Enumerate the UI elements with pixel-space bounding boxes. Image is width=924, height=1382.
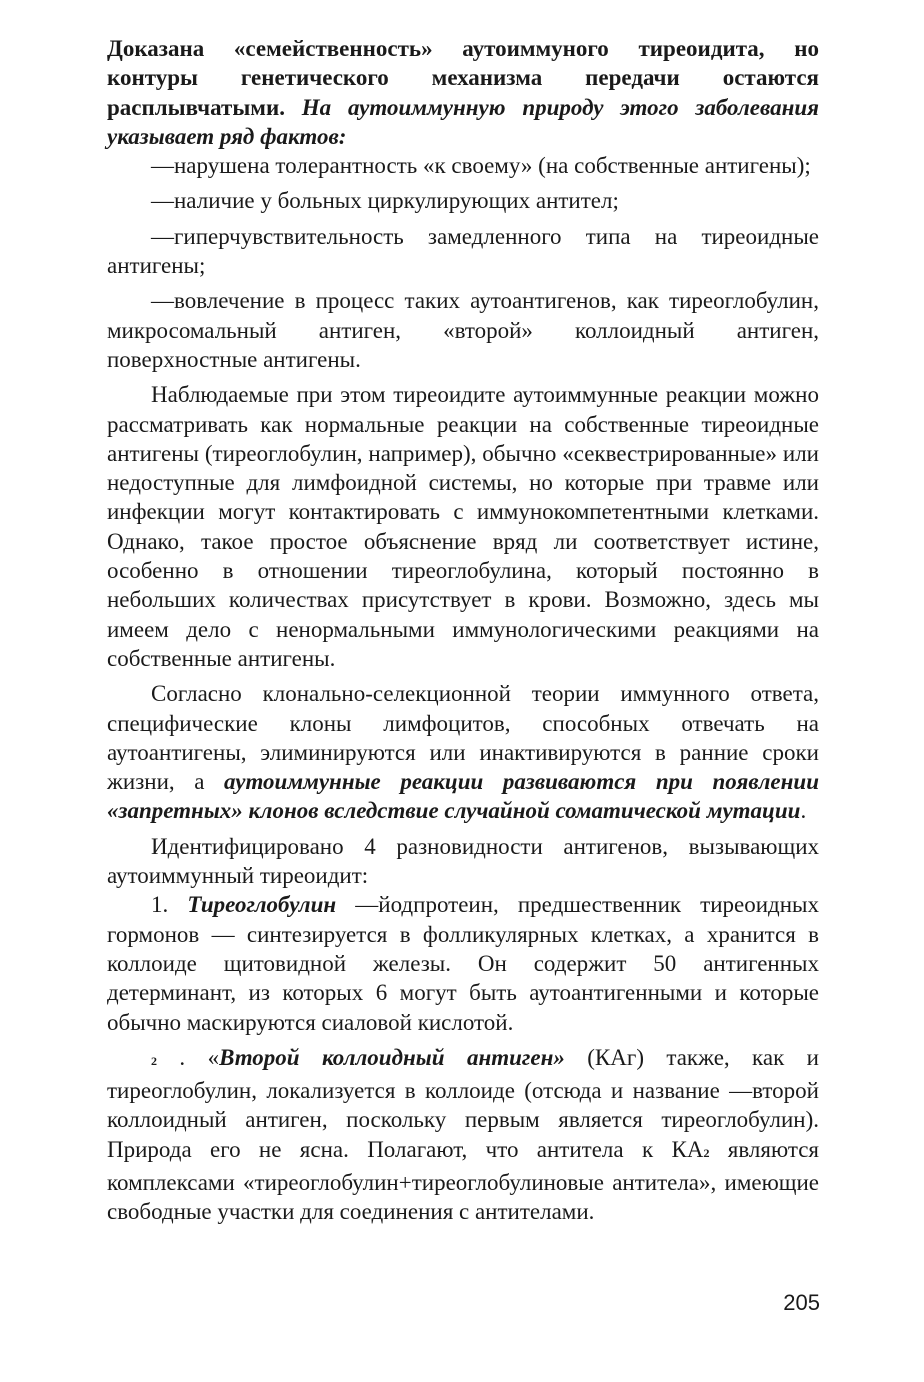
item-subscript: 2	[703, 1145, 710, 1160]
item-text: (КАг) также, как и тиреоглобулин, локализуется в коллоиде (отсюда и название —второй коллоидный антиген, поскольку первым является тиреоглобулин). Природа его не ясна. Полагают, что антитела к КА	[107, 1044, 819, 1162]
clonal-theory-emphasis: аутоиммунные реакции развиваются при появлении «запретных» клонов вследствие случайной соматической мутации	[107, 769, 819, 824]
clonal-theory-paragraph	[107, 679, 819, 825]
antigen-item-2	[107, 1043, 819, 1227]
clonal-theory-end: .	[800, 798, 807, 824]
fact-item: —вовлечение в процесс таких аутоантигенов, как тиреоглобулин, микросомальный антиген, «второй» коллоидный антиген, поверхностные антигены.	[107, 288, 819, 372]
item-number: 1.	[151, 892, 169, 918]
fact-item: —наличие у больных циркулирующих антител;	[151, 188, 619, 214]
antigen-types-paragraph: Идентифицировано 4 разновидности антигенов, вызывающих аутоиммунный тиреоидит:	[107, 833, 819, 889]
fact-item: —гиперчувствительность замедленного типа на тиреоидные антигены;	[107, 223, 819, 279]
item-separator: . «	[157, 1044, 220, 1070]
fact-item: —нарушена толерантность «к своему» (на собственные антигены);	[151, 153, 811, 179]
antigen-item-1	[107, 890, 819, 1036]
item-text: —йодпротеин, предшественник тиреоидных гормонов — синтезируется в фолликулярных клетках, а хранится в коллоиде щитовидной железы. Он содержит 50 антигенных детерминант, из которых 6 могут быть аутоантигенными и которые обычно маскируются сиаловой кислотой.	[107, 892, 820, 1035]
item-number: 2	[151, 1053, 157, 1068]
intro-bold-text: Доказана «семейственность» аутоиммуного тиреоидита, но контуры генетического механизма передачи остаются расплывчатыми.	[107, 36, 819, 120]
page-number: 205	[783, 1290, 820, 1315]
clonal-theory-text: Согласно клонально-селекционной теории иммунного ответа, специфические клоны лимфоцитов, способных отвечать на аутоантигены, элиминируются или инактивируются в ранние сроки жизни, а	[107, 681, 819, 795]
item-term: Тиреоглобулин	[187, 892, 337, 918]
intro-paragraph	[107, 34, 819, 151]
page-body	[107, 34, 819, 1227]
item-term: Второй коллоидный антиген»	[219, 1044, 565, 1070]
item-text-continued: являются комплексами «тиреоглобулин+тиреоглобулиновые антитела», имеющие свободные участки для соединения с антителами.	[107, 1136, 819, 1225]
intro-emphasis-text: На аутоиммунную природу этого заболевания указывает ряд фактов:	[107, 94, 819, 149]
observed-reactions-paragraph: Наблюдаемые при этом тиреоидите аутоиммунные реакции можно рассматривать как нормальные реакции на собственные тиреоидные антигены (тиреоглобулин, например), обычно «секвестрированные» или недоступные для лимфоидной системы, но которые при травме или инфекции могут контактировать с иммунокомпетентными клетками. Однако, такое простое объяснение вряд ли соответствует истине, особенно в отношении тиреоглобулина, который постоянно в небольших количествах присутствует в крови. Возможно, здесь мы имеем дело с ненормальными иммунологическими реакциями на собственные антигены.	[107, 382, 819, 671]
